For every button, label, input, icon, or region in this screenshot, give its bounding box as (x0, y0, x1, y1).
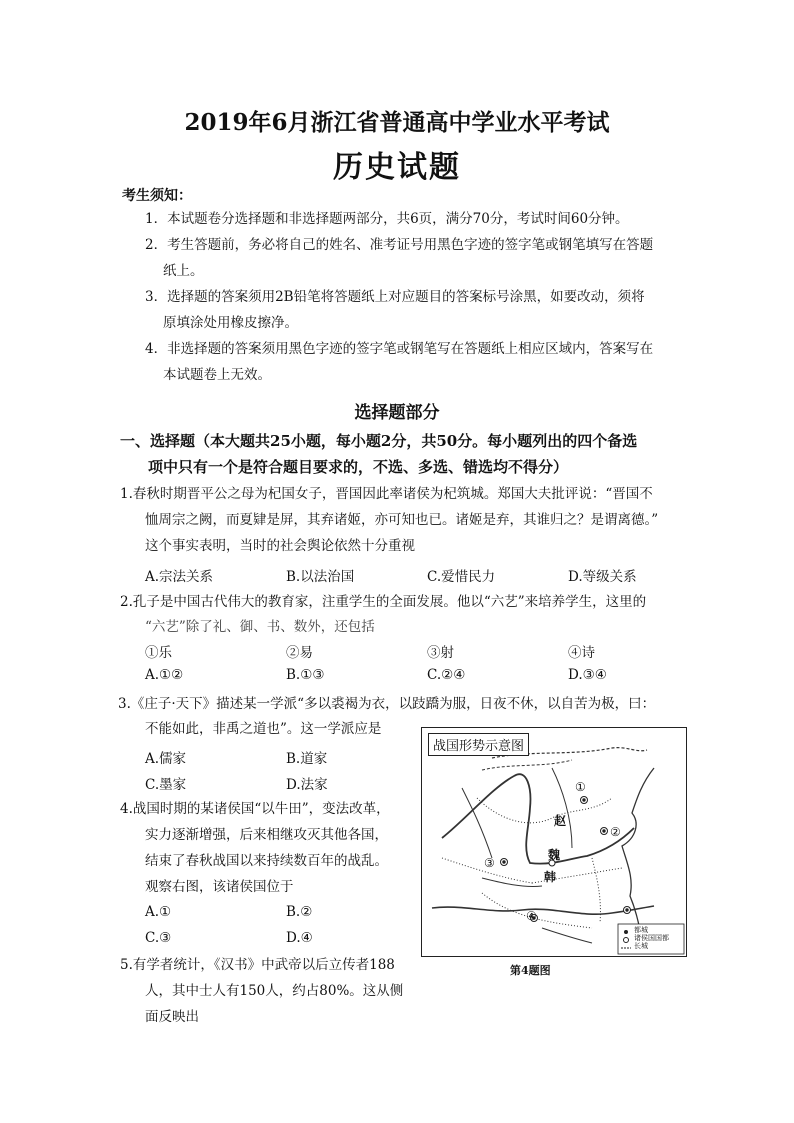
section-title: 选择题部分 (354, 403, 440, 423)
q1-option-a[interactable]: A.宗法关系 (145, 569, 214, 585)
q4-option-c[interactable]: C.③ (145, 930, 172, 946)
q2-option-a[interactable]: A.①② (145, 667, 184, 683)
warring-states-map (421, 727, 687, 957)
part-one-heading-cont: 项中只有一个是符合题目要求的，不选、多选、错选均不得分） (148, 458, 569, 476)
q3-option-d[interactable]: D.法家 (286, 777, 328, 793)
q1-stem-3: 这个事实表明，当时的社会舆论依然十分重视 (145, 538, 415, 554)
q4-stem-3: 结束了春秋战国以来持续数百年的战乱。 (145, 853, 388, 869)
q3-stem: 3.《庄子·天下》描述某一学派“多以裘褐为衣，以跂蹻为服，日夜不休，以自苦为极，曰： (118, 696, 656, 712)
q1-stem-2: 恤周宗之阙，而夏肄是屏，其弃诸姬，亦可知也已。诸姬是弃，其谁归之？是谓离德。” (145, 512, 659, 528)
q3-option-b[interactable]: B.道家 (286, 751, 328, 767)
q2-item-1: ①乐 (145, 645, 172, 661)
q2-stem-2: “六艺”除了礼、御、书、数外，还包括 (145, 619, 375, 635)
map-drawing (422, 728, 686, 956)
q3-option-c[interactable]: C.墨家 (145, 777, 187, 793)
map-label-zhao: 赵 (554, 814, 567, 828)
q2-stem: 2.孔子是中国古代伟大的教育家，注重学生的全面发展。他以“六艺”来培养学生，这里的 (120, 594, 647, 610)
q2-option-c[interactable]: C.②④ (427, 667, 466, 683)
legend-capital: 都城 (634, 926, 648, 934)
map-title: 战国形势示意图 (428, 733, 529, 756)
map-caption: 第4题图 (510, 964, 551, 977)
map-label-wei: 魏 (548, 848, 561, 862)
q2-item-2: ②易 (286, 645, 313, 661)
q1-stem: 1.春秋时期晋平公之母为杞国女子，晋国因此率诸侯为杞筑城。郑国大夫批评说：“晋国不 (120, 486, 653, 502)
q5-stem: 5.有学者统计，《汉书》中武帝以后立传者188 (120, 957, 395, 973)
q1-option-d[interactable]: D.等级关系 (568, 569, 637, 585)
q3-option-a[interactable]: A.儒家 (145, 751, 187, 767)
notice-item-1: 1．本试题卷分选择题和非选择题两部分，共6页，满分70分，考试时间60分钟。 (145, 211, 629, 227)
q2-item-3: ③射 (427, 645, 454, 661)
notice-item-3-cont: 原填涂处用橡皮擦净。 (163, 315, 298, 331)
q1-option-b[interactable]: B.以法治国 (286, 569, 355, 585)
notice-item-2: 2．考生答题前，务必将自己的姓名、准考证号用黑色字迹的签字笔或钢笔填写在答题 (145, 237, 654, 253)
q4-option-d[interactable]: D.④ (286, 930, 313, 946)
map-marker-1: ① (575, 780, 586, 794)
map-legend (634, 926, 669, 950)
part-one-heading: 一、选择题（本大题共25小题，每小题2分，共50分。每小题列出的四个备选 (120, 432, 638, 450)
q4-stem: 4.战国时期的某诸侯国“以牛田”，变法改革， (120, 801, 390, 817)
notice-heading: 考生须知： (122, 188, 192, 204)
notice-item-4: 4．非选择题的答案须用黑色字迹的签字笔或钢笔写在答题纸上相应区域内，答案写在 (145, 341, 654, 357)
q2-option-b[interactable]: B.①③ (286, 667, 325, 683)
q1-option-c[interactable]: C.爱惜民力 (427, 569, 496, 585)
legend-great-wall: 长城 (634, 942, 648, 950)
exam-subtitle: 历史试题 (333, 150, 461, 185)
q4-stem-2: 实力逐渐增强，后来相继攻灭其他各国， (145, 827, 388, 843)
q5-stem-3: 面反映出 (145, 1009, 199, 1025)
map-marker-2: ② (610, 825, 621, 839)
q3-stem-2: 不能如此，非禹之道也”。这一学派应是 (145, 721, 382, 737)
exam-title: 2019年6月浙江省普通高中学业水平考试 (184, 109, 610, 136)
q4-option-b[interactable]: B.② (286, 904, 313, 920)
q4-stem-4: 观察右图，该诸侯国位于 (145, 879, 294, 895)
legend-state-capital: 诸侯国国都 (634, 934, 669, 942)
q5-stem-2: 人，其中士人有150人，约占80%。这从侧 (145, 983, 404, 999)
notice-item-2-cont: 纸上。 (163, 263, 204, 279)
notice-item-3: 3．选择题的答案须用2B铅笔将答题纸上对应题目的答案标号涂黑，如要改动，须将 (145, 289, 645, 305)
q2-item-4: ④诗 (568, 645, 595, 661)
map-marker-4: ④ (526, 909, 537, 923)
q2-option-d[interactable]: D.③④ (568, 667, 607, 683)
map-marker-3: ③ (484, 856, 495, 870)
map-label-han: 韩 (544, 870, 557, 884)
notice-item-4-cont: 本试题卷上无效。 (163, 367, 271, 383)
q4-option-a[interactable]: A.① (145, 904, 172, 920)
